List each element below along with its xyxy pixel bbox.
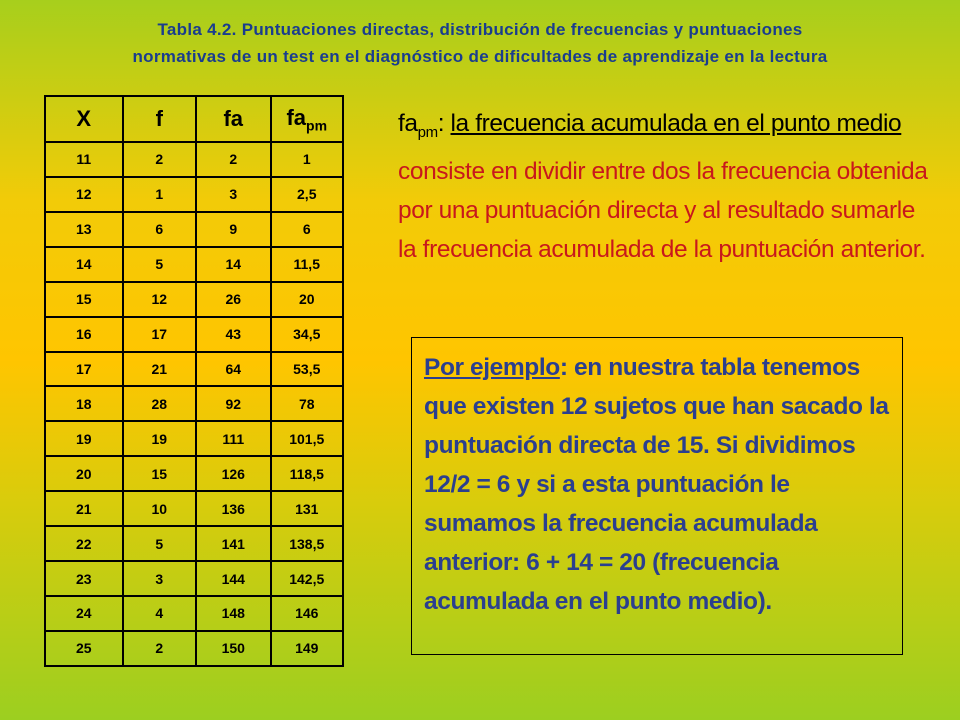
cell-x: 16 [45, 317, 123, 352]
cell-x: 15 [45, 282, 123, 317]
cell-fapm: 11,5 [271, 247, 344, 282]
definition-term [398, 110, 451, 141]
cell-fapm: 2,5 [271, 177, 344, 212]
cell-fapm: 53,5 [271, 352, 344, 387]
cell-f: 5 [123, 247, 196, 282]
cell-f: 17 [123, 317, 196, 352]
cell-fa: 148 [196, 596, 271, 631]
cell-f: 3 [123, 561, 196, 596]
definition-text: consiste en dividir entre dos la frecuencia obtenida por una puntuación directa y al resultado sumarle la frecuencia acumulada de la puntuación anterior. [398, 157, 928, 263]
term-colon: : [437, 110, 451, 137]
term-sub: pm [417, 123, 438, 141]
table-row [45, 456, 343, 491]
cell-x: 18 [45, 386, 123, 421]
example-lead: Por ejemplo [424, 354, 560, 381]
cell-fa: 43 [196, 317, 271, 352]
cell-fa: 126 [196, 456, 271, 491]
cell-x: 20 [45, 456, 123, 491]
cell-fapm: 131 [271, 491, 344, 526]
cell-fapm: 146 [271, 596, 344, 631]
cell-x: 11 [45, 142, 123, 177]
cell-f: 10 [123, 491, 196, 526]
title-line-2: normativas de un test en el diagnóstico de dificultades de aprendizaje en la lectura [132, 47, 828, 66]
cell-fa: 2 [196, 142, 271, 177]
cell-f: 28 [123, 386, 196, 421]
table-row [45, 491, 343, 526]
definition-paragraph [398, 104, 928, 269]
cell-f: 21 [123, 352, 196, 387]
cell-x: 13 [45, 212, 123, 247]
table-row [45, 526, 343, 561]
example-box [411, 337, 903, 655]
cell-x: 14 [45, 247, 123, 282]
cell-fa: 26 [196, 282, 271, 317]
cell-fa: 14 [196, 247, 271, 282]
definition-term-name: la frecuencia acumulada en el punto medio [450, 110, 902, 137]
cell-fapm: 138,5 [271, 526, 344, 561]
table-row [45, 631, 343, 666]
cell-fa: 150 [196, 631, 271, 666]
slide-title [0, 16, 960, 70]
header-f: f [123, 96, 196, 142]
cell-x: 22 [45, 526, 123, 561]
table-row [45, 386, 343, 421]
cell-x: 21 [45, 491, 123, 526]
table-row [45, 142, 343, 177]
table-row [45, 596, 343, 631]
cell-f: 4 [123, 596, 196, 631]
table-row [45, 247, 343, 282]
table-row [45, 177, 343, 212]
cell-fa: 64 [196, 352, 271, 387]
cell-fapm: 6 [271, 212, 344, 247]
cell-fapm: 1 [271, 142, 344, 177]
cell-fa: 3 [196, 177, 271, 212]
term-base: fa [398, 110, 418, 137]
cell-fa: 111 [196, 421, 271, 456]
cell-fapm: 20 [271, 282, 344, 317]
cell-x: 25 [45, 631, 123, 666]
cell-x: 17 [45, 352, 123, 387]
header-x: X [45, 96, 123, 142]
cell-fapm: 149 [271, 631, 344, 666]
header-fapm-base: fa [286, 104, 307, 130]
cell-f: 15 [123, 456, 196, 491]
cell-x: 12 [45, 177, 123, 212]
table-row [45, 561, 343, 596]
cell-fapm: 118,5 [271, 456, 344, 491]
table-header-row [45, 96, 343, 142]
cell-fapm: 34,5 [271, 317, 344, 352]
example-text: : en nuestra tabla tenemos que existen 12 sujetos que han sacado la puntuación directa de 15. Si dividimos 12/2 = 6 y si a esta puntuación le sumamos la frecuencia acumulada anterior: 6 + 14 = 20 (frecuencia acumulada en el punto medio). [424, 354, 889, 615]
cell-f: 2 [123, 631, 196, 666]
table-body [45, 142, 343, 666]
cell-fa: 141 [196, 526, 271, 561]
cell-fapm: 101,5 [271, 421, 344, 456]
table-row [45, 282, 343, 317]
cell-x: 23 [45, 561, 123, 596]
table-row [45, 352, 343, 387]
frequency-table [44, 95, 344, 667]
cell-f: 6 [123, 212, 196, 247]
cell-f: 2 [123, 142, 196, 177]
cell-f: 5 [123, 526, 196, 561]
table-row [45, 317, 343, 352]
header-fa: fa [196, 96, 271, 142]
cell-f: 12 [123, 282, 196, 317]
cell-x: 24 [45, 596, 123, 631]
cell-f: 19 [123, 421, 196, 456]
table-row [45, 421, 343, 456]
cell-fapm: 78 [271, 386, 344, 421]
title-line-1: Tabla 4.2. Puntuaciones directas, distribución de frecuencias y puntuaciones [157, 20, 803, 39]
cell-fa: 9 [196, 212, 271, 247]
cell-x: 19 [45, 421, 123, 456]
cell-fapm: 142,5 [271, 561, 344, 596]
header-fapm [271, 96, 344, 142]
cell-fa: 92 [196, 386, 271, 421]
cell-fa: 136 [196, 491, 271, 526]
table-row [45, 212, 343, 247]
cell-fa: 144 [196, 561, 271, 596]
cell-f: 1 [123, 177, 196, 212]
header-fapm-sub: pm [306, 117, 328, 134]
